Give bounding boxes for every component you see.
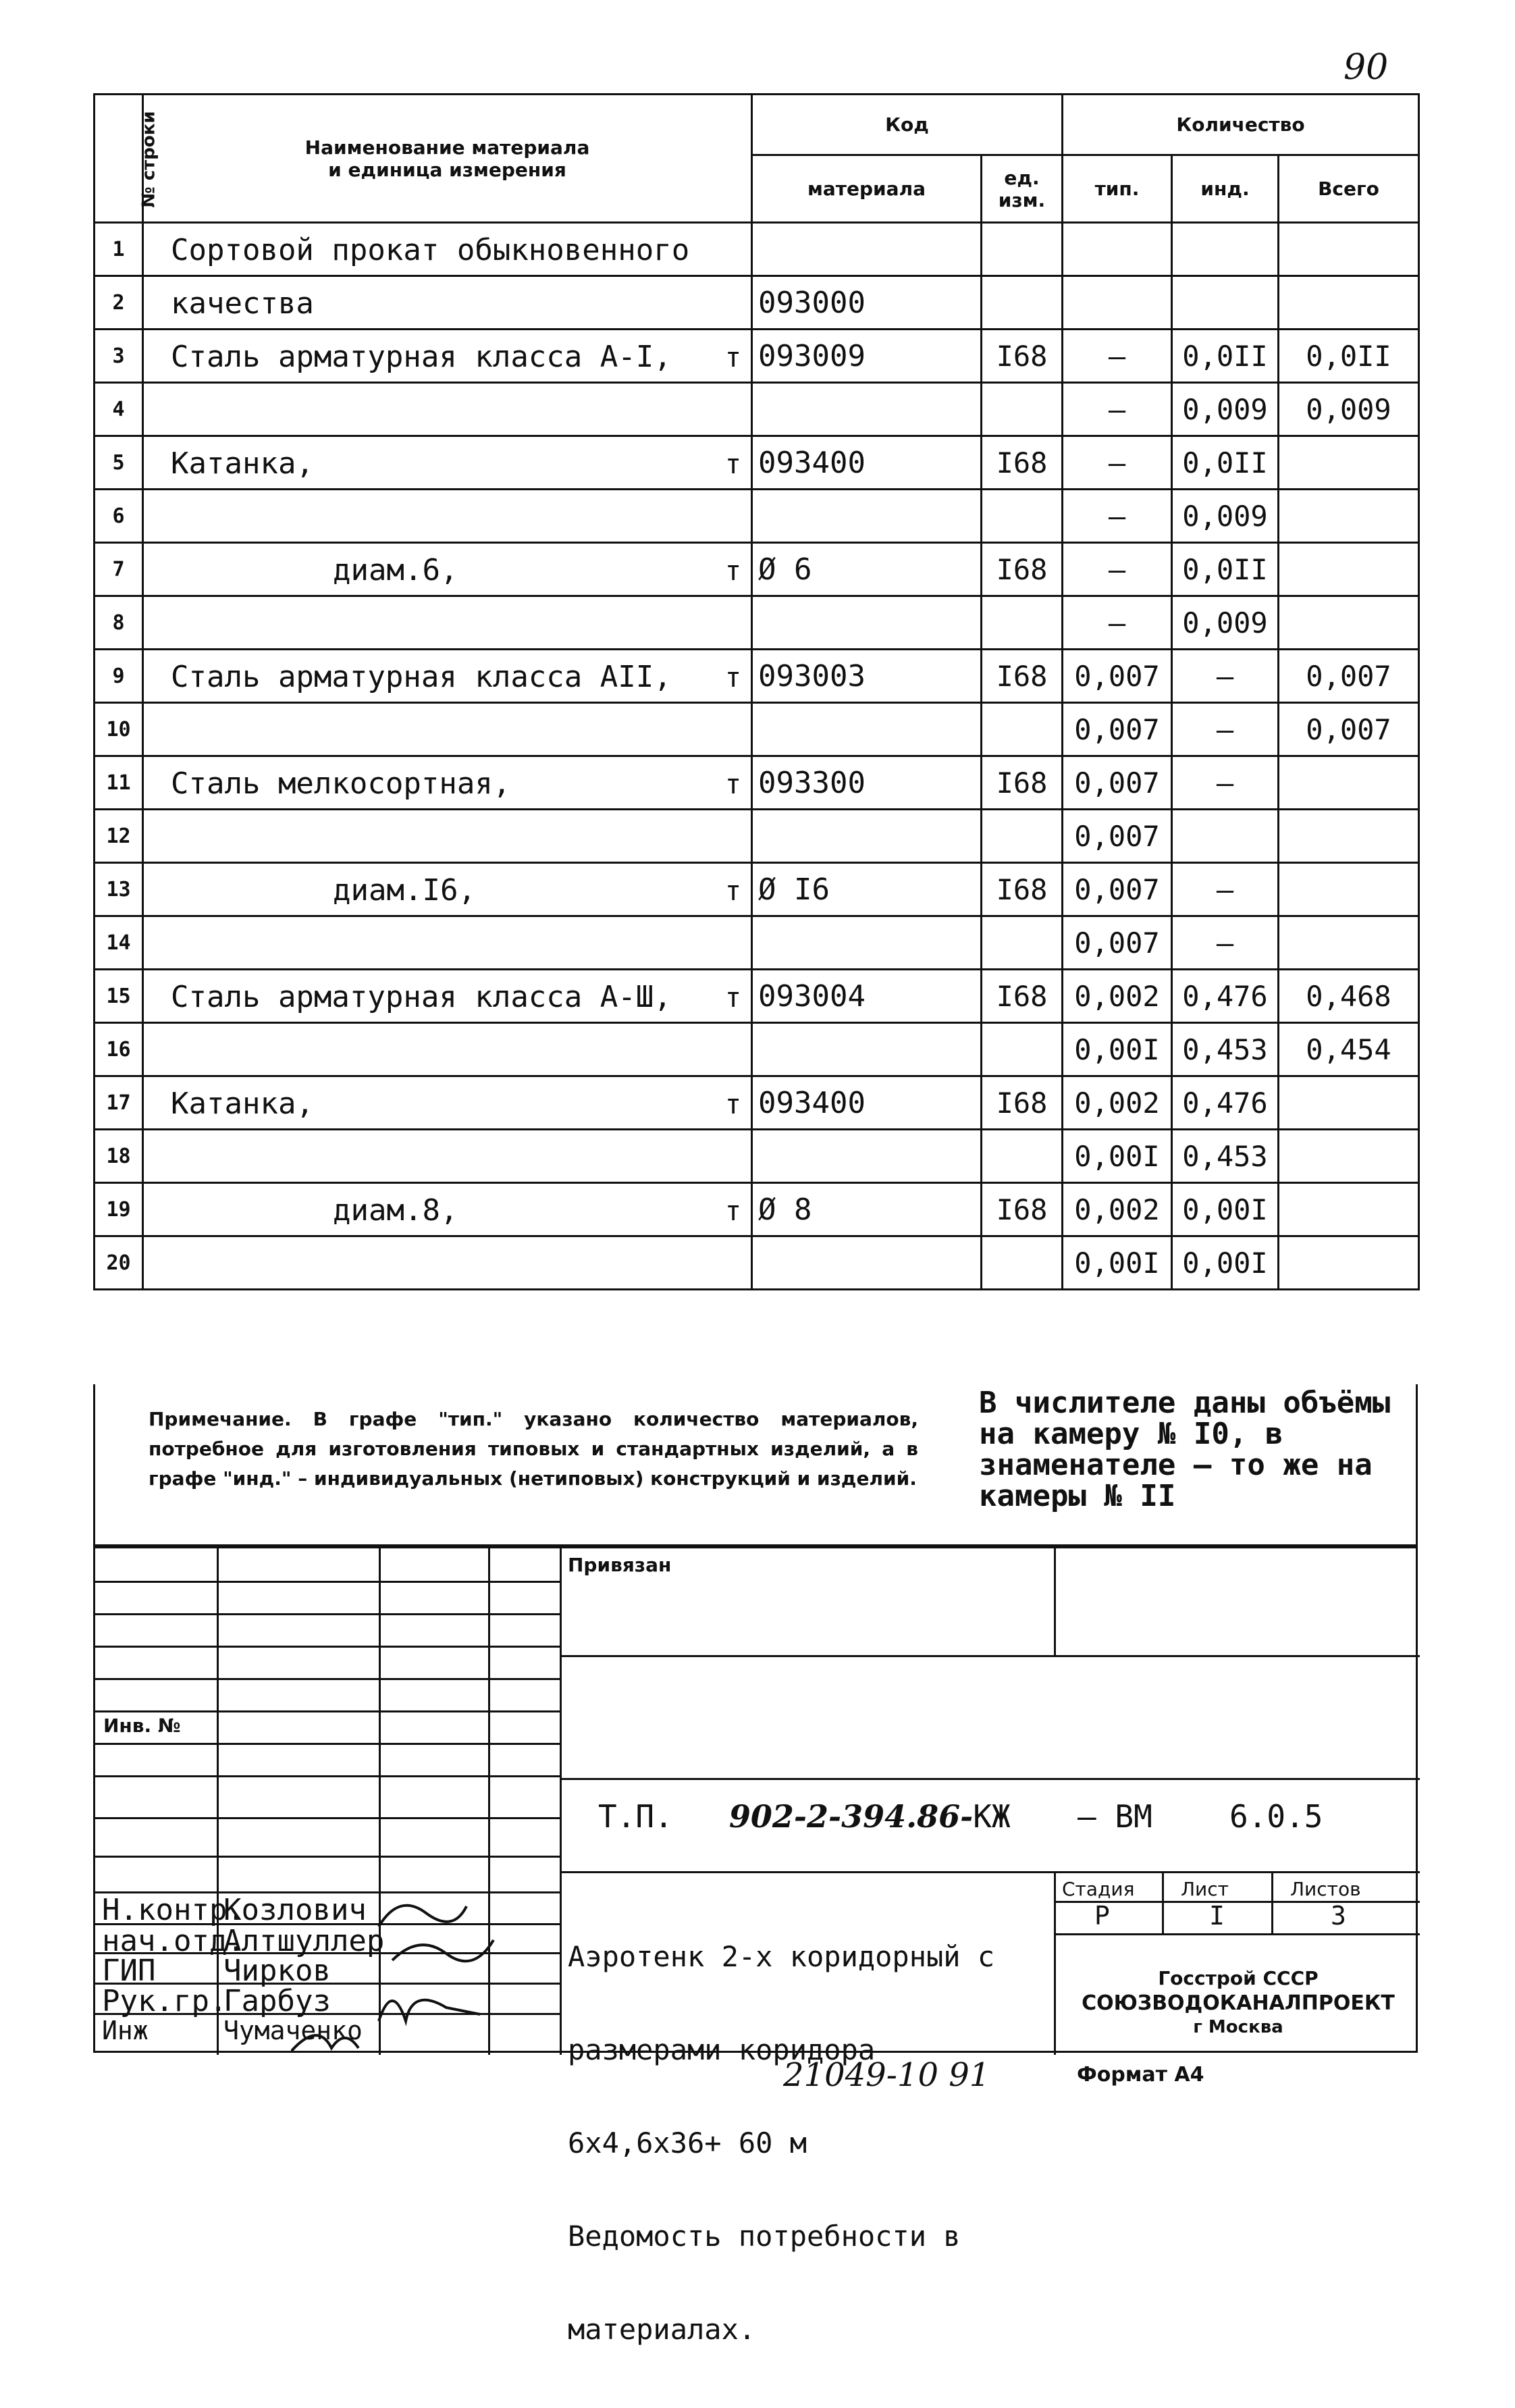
qty-typ: 0,00I xyxy=(1063,1236,1172,1290)
stage-label: Стадия xyxy=(1062,1878,1135,1900)
qty-ind: 0,0II xyxy=(1172,543,1279,596)
row-number: 6 xyxy=(95,490,143,543)
qty-typ: – xyxy=(1063,543,1172,596)
material-name-cell xyxy=(143,916,752,970)
material-code xyxy=(752,810,982,863)
role-4: Рук.гр. xyxy=(102,1984,228,2018)
qty-total xyxy=(1279,436,1419,490)
org-line-3: г Москва xyxy=(1193,2017,1283,2037)
material-code: 093003 xyxy=(752,650,982,703)
qty-ind: 0,453 xyxy=(1172,1023,1279,1076)
document-mark: – ВМ xyxy=(1078,1798,1152,1835)
material-name: Сталь арматурная класса АII, xyxy=(171,660,672,694)
row-number: 10 xyxy=(95,703,143,756)
material-name-header: Наименование материала и единица измерения xyxy=(143,95,752,223)
qty-total xyxy=(1279,756,1419,810)
qty-total xyxy=(1279,1236,1419,1290)
row-number: 9 xyxy=(95,650,143,703)
qty-total xyxy=(1279,863,1419,916)
qty-ind: 0,0II xyxy=(1172,330,1279,383)
qty-total: 0,007 xyxy=(1279,703,1419,756)
material-code xyxy=(752,1023,982,1076)
row-number: 13 xyxy=(95,863,143,916)
unit-of-measure: т xyxy=(724,769,741,800)
row-number: 15 xyxy=(95,970,143,1023)
qty-typ: 0,007 xyxy=(1063,703,1172,756)
sheets-label: Листов xyxy=(1290,1878,1361,1900)
person-2: Алтшуллер xyxy=(223,1924,385,1958)
material-name-cell xyxy=(143,970,752,1023)
qty-ind: – xyxy=(1172,863,1279,916)
row-number: 11 xyxy=(95,756,143,810)
material-name: Сталь арматурная класса А-Ш, xyxy=(171,980,672,1014)
table-row xyxy=(95,596,1419,650)
qty-typ xyxy=(1063,223,1172,276)
unit-code xyxy=(982,383,1063,436)
table-row xyxy=(95,703,1419,756)
qty-ind: 0,00I xyxy=(1172,1236,1279,1290)
table-row xyxy=(95,543,1419,596)
row-number: 4 xyxy=(95,383,143,436)
qty-total: 0,007 xyxy=(1279,650,1419,703)
unit-of-measure: т xyxy=(724,983,741,1014)
qty-typ: 0,007 xyxy=(1063,650,1172,703)
qty-typ: 0,002 xyxy=(1063,970,1172,1023)
row-number-header: № строки xyxy=(95,95,143,223)
unit-code xyxy=(982,596,1063,650)
qty-ind xyxy=(1172,223,1279,276)
material-code xyxy=(752,223,982,276)
archive-number: 21049-10 91 xyxy=(783,2056,990,2094)
code-header: Код xyxy=(752,95,1063,155)
material-name: Сталь мелкосортная, xyxy=(171,766,511,801)
attached-label: Привязан xyxy=(568,1554,672,1576)
unit-code xyxy=(982,490,1063,543)
material-code: 093400 xyxy=(752,436,982,490)
table-row xyxy=(95,1130,1419,1183)
qty-total: 0,0II xyxy=(1279,330,1419,383)
material-code-header: материала xyxy=(752,155,982,223)
table-row xyxy=(95,650,1419,703)
qty-ind: 0,0II xyxy=(1172,436,1279,490)
row-number: 2 xyxy=(95,276,143,330)
material-name: Сортовой прокат обыкновенного xyxy=(171,233,690,267)
unit-code xyxy=(982,1023,1063,1076)
table-row xyxy=(95,1076,1419,1130)
material-name-cell xyxy=(143,223,752,276)
material-code: 093009 xyxy=(752,330,982,383)
row-number: 14 xyxy=(95,916,143,970)
material-code: Ø I6 xyxy=(752,863,982,916)
row-number: 18 xyxy=(95,1130,143,1183)
qty-typ: – xyxy=(1063,490,1172,543)
table-row xyxy=(95,810,1419,863)
stage-value: Р xyxy=(1094,1901,1110,1931)
qty-typ: 0,00I xyxy=(1063,1130,1172,1183)
material-name-cell xyxy=(143,1183,752,1236)
material-code xyxy=(752,596,982,650)
table-row xyxy=(95,1236,1419,1290)
qty-total xyxy=(1279,1183,1419,1236)
page-number: 90 xyxy=(1344,47,1389,88)
unit-code: I68 xyxy=(982,650,1063,703)
qty-typ xyxy=(1063,276,1172,330)
qty-ind xyxy=(1172,276,1279,330)
qty-typ: 0,007 xyxy=(1063,756,1172,810)
unit-code xyxy=(982,703,1063,756)
material-name-cell xyxy=(143,596,752,650)
qty-ind: 0,476 xyxy=(1172,970,1279,1023)
qty-typ: 0,007 xyxy=(1063,810,1172,863)
sheets-value: 3 xyxy=(1331,1901,1346,1931)
unit-code: I68 xyxy=(982,1076,1063,1130)
quantity-header: Количество xyxy=(1063,95,1419,155)
person-1: Козлович xyxy=(223,1893,367,1927)
table-row xyxy=(95,1183,1419,1236)
material-code xyxy=(752,916,982,970)
table-row xyxy=(95,383,1419,436)
row-number: 19 xyxy=(95,1183,143,1236)
material-name-cell xyxy=(143,330,752,383)
qty-total xyxy=(1279,223,1419,276)
row-number: 5 xyxy=(95,436,143,490)
role-3: ГИП xyxy=(102,1954,156,1988)
material-code: Ø 8 xyxy=(752,1183,982,1236)
qty-ind: 0,009 xyxy=(1172,490,1279,543)
signature-marks xyxy=(291,1886,575,2055)
unit-code: I68 xyxy=(982,543,1063,596)
table-row xyxy=(95,436,1419,490)
material-name-cell xyxy=(143,276,752,330)
qty-total: 0,468 xyxy=(1279,970,1419,1023)
unit-code xyxy=(982,916,1063,970)
note-text: Примечание. В графе "тип." указано количество материалов, потребное для изготовления типовых и стандартных изделий, а в графе "инд." – индивидуальных (нетиповых) конструкций и изделий. xyxy=(149,1408,918,1490)
qty-ind: 0,009 xyxy=(1172,596,1279,650)
material-name: диам.I6, xyxy=(333,873,476,908)
material-name-cell xyxy=(143,1076,752,1130)
unit-of-measure: т xyxy=(724,556,741,587)
document-title: Аэротенк 2-х коридорный с размерами коридора 6х4,6х36+ 60 м Ведомость потребности в материалах. xyxy=(568,1940,995,2346)
material-name-cell xyxy=(143,543,752,596)
qty-ind: 0,476 xyxy=(1172,1076,1279,1130)
unit-of-measure: т xyxy=(724,662,741,693)
material-name: Сталь арматурная класса А-I, xyxy=(171,340,672,374)
material-name-cell xyxy=(143,863,752,916)
material-code xyxy=(752,490,982,543)
typ-header: тип. xyxy=(1063,155,1172,223)
qty-ind: – xyxy=(1172,916,1279,970)
material-name: диам.6, xyxy=(333,553,458,587)
qty-total: 0,454 xyxy=(1279,1023,1419,1076)
qty-ind: 0,00I xyxy=(1172,1183,1279,1236)
qty-typ: – xyxy=(1063,436,1172,490)
materials-table xyxy=(93,93,1420,1290)
qty-total xyxy=(1279,1076,1419,1130)
table-row xyxy=(95,916,1419,970)
row-number: 8 xyxy=(95,596,143,650)
table-row xyxy=(95,970,1419,1023)
qty-total xyxy=(1279,1130,1419,1183)
row-number: 17 xyxy=(95,1076,143,1130)
material-name: качества xyxy=(171,286,314,321)
material-name-cell xyxy=(143,703,752,756)
table-row xyxy=(95,756,1419,810)
unit-code: I68 xyxy=(982,1183,1063,1236)
sheet-value: I xyxy=(1209,1901,1225,1931)
inventory-label: Инв. № xyxy=(103,1715,181,1737)
unit-code: I68 xyxy=(982,970,1063,1023)
material-name-cell xyxy=(143,436,752,490)
table-row xyxy=(95,863,1419,916)
material-code xyxy=(752,1236,982,1290)
unit-header: ед. изм. xyxy=(982,155,1063,223)
material-code: 093300 xyxy=(752,756,982,810)
unit-code: I68 xyxy=(982,330,1063,383)
table-row xyxy=(95,1023,1419,1076)
unit-code xyxy=(982,276,1063,330)
section-number: 6.0.5 xyxy=(1229,1798,1323,1835)
table-row xyxy=(95,276,1419,330)
qty-total xyxy=(1279,543,1419,596)
qty-typ: 0,007 xyxy=(1063,863,1172,916)
unit-of-measure: т xyxy=(724,449,741,480)
material-code xyxy=(752,1130,982,1183)
material-name: Катанка, xyxy=(171,446,314,481)
qty-typ: 0,007 xyxy=(1063,916,1172,970)
format-label: Формат А4 xyxy=(1077,2063,1204,2087)
role-2: нач.отд. xyxy=(102,1924,245,1958)
qty-ind: – xyxy=(1172,703,1279,756)
material-name-cell xyxy=(143,810,752,863)
qty-typ: 0,002 xyxy=(1063,1076,1172,1130)
unit-code: I68 xyxy=(982,863,1063,916)
total-header: Всего xyxy=(1279,155,1419,223)
row-number: 16 xyxy=(95,1023,143,1076)
note-fraction-text: В числителе даны объёмы на камеру № I0, в знаменателе – то же на камеры № II xyxy=(979,1386,1391,1513)
qty-typ: – xyxy=(1063,596,1172,650)
material-name-cell xyxy=(143,383,752,436)
material-name-cell xyxy=(143,1236,752,1290)
qty-total xyxy=(1279,596,1419,650)
person-3: Чирков xyxy=(223,1954,331,1988)
material-name: диам.8, xyxy=(333,1193,458,1228)
project-code: Т.П. 902-2-394.86-КЖ xyxy=(598,1798,1011,1835)
material-name: Катанка, xyxy=(171,1087,314,1121)
material-code: Ø 6 xyxy=(752,543,982,596)
unit-code xyxy=(982,1130,1063,1183)
qty-ind: 0,453 xyxy=(1172,1130,1279,1183)
row-number: 3 xyxy=(95,330,143,383)
qty-total xyxy=(1279,810,1419,863)
unit-code xyxy=(982,1236,1063,1290)
table-row xyxy=(95,330,1419,383)
row-number: 1 xyxy=(95,223,143,276)
table-row xyxy=(95,490,1419,543)
qty-ind: 0,009 xyxy=(1172,383,1279,436)
unit-of-measure: т xyxy=(724,342,741,373)
qty-ind xyxy=(1172,810,1279,863)
qty-total xyxy=(1279,490,1419,543)
org-line-1: Госстрой СССР xyxy=(1158,1967,1319,1989)
qty-ind: – xyxy=(1172,650,1279,703)
material-code xyxy=(752,383,982,436)
material-code xyxy=(752,703,982,756)
material-name-cell xyxy=(143,756,752,810)
unit-code xyxy=(982,810,1063,863)
table-row xyxy=(95,223,1419,276)
material-name-cell xyxy=(143,1023,752,1076)
qty-ind: – xyxy=(1172,756,1279,810)
qty-total xyxy=(1279,276,1419,330)
material-code: 093000 xyxy=(752,276,982,330)
qty-typ: 0,00I xyxy=(1063,1023,1172,1076)
material-code: 093400 xyxy=(752,1076,982,1130)
sheet-label: Лист xyxy=(1181,1878,1229,1900)
unit-of-measure: т xyxy=(724,1089,741,1120)
unit-of-measure: т xyxy=(724,876,741,907)
qty-total: 0,009 xyxy=(1279,383,1419,436)
role-1: Н.контр. xyxy=(102,1893,245,1927)
row-number: 7 xyxy=(95,543,143,596)
qty-typ: – xyxy=(1063,330,1172,383)
role-5: Инж xyxy=(102,2016,149,2045)
unit-code xyxy=(982,223,1063,276)
person-4: Гарбуз xyxy=(223,1984,331,2018)
qty-total xyxy=(1279,916,1419,970)
qty-typ: 0,002 xyxy=(1063,1183,1172,1236)
unit-of-measure: т xyxy=(724,1196,741,1227)
material-code: 093004 xyxy=(752,970,982,1023)
unit-code: I68 xyxy=(982,756,1063,810)
unit-code: I68 xyxy=(982,436,1063,490)
row-number: 20 xyxy=(95,1236,143,1290)
ind-header: инд. xyxy=(1172,155,1279,223)
qty-typ: – xyxy=(1063,383,1172,436)
org-line-2: СОЮЗВОДОКАНАЛПРОЕКТ xyxy=(1082,1991,1395,2015)
person-5: Чумаченко xyxy=(223,2016,363,2045)
row-number: 12 xyxy=(95,810,143,863)
material-name-cell xyxy=(143,490,752,543)
material-name-cell xyxy=(143,650,752,703)
material-name-cell xyxy=(143,1130,752,1183)
